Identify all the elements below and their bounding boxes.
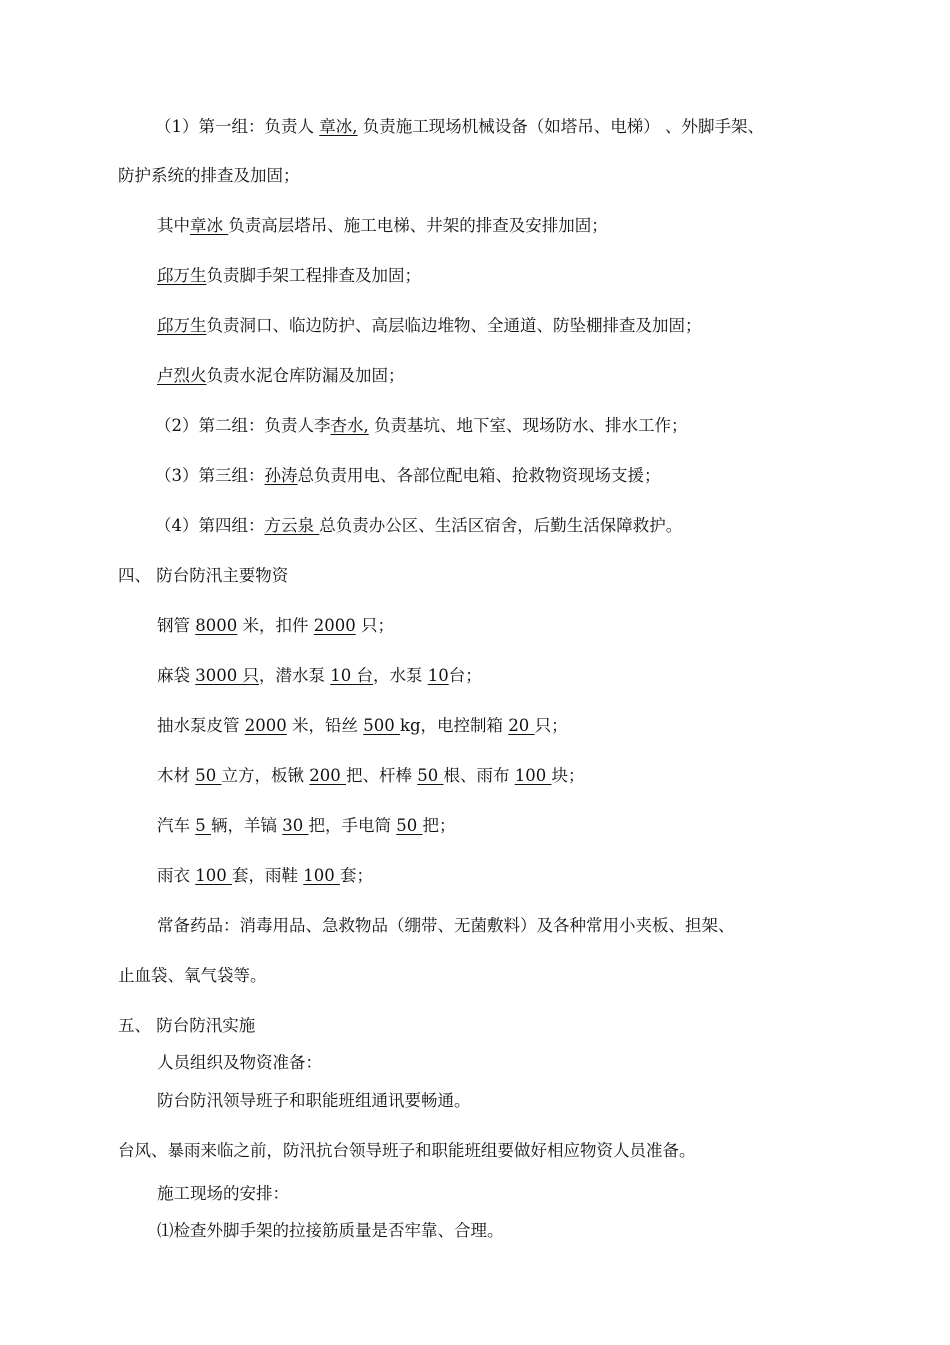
group-4-duty: 总负责办公区、生活区宿舍，后勤生活保障救护。 [319,516,683,535]
supply-row-6-b: 套，雨鞋 [232,866,304,885]
supply-row-4-v4: 100 [514,766,552,785]
group-3-line [155,464,661,488]
supply-row-4-v1: 50 [195,766,222,785]
supply-row-4-v3: 50 [417,766,444,785]
supply-row-2 [157,664,482,688]
group-4-line [155,514,682,538]
supply-row-5-v3: 50 [396,816,423,835]
supply-row-1-v2: 2000 [313,616,356,635]
supply-row-6-v2: 100 [303,866,340,885]
sub-duty-3 [157,314,702,338]
sub-duty-4-name: 卢烈火 [157,366,207,385]
section-5-para-5: ⑴检查外脚手架的拉接筋质量是否牢靠、合理。 [157,1221,504,1240]
supply-row-7-continuation: 止血袋、氧气袋等。 [118,966,267,985]
supply-row-3-c: kg，电控制箱 [400,716,509,735]
section-5-para-4: 施工现场的安排： [157,1184,289,1203]
supply-row-6-a: 雨衣 [157,866,196,885]
group-1-leader: 章冰, [319,117,358,136]
supply-row-3-d: 只； [534,716,568,735]
supply-row-5 [157,814,456,838]
supply-row-2-v1: 3000 只 [195,666,259,685]
sub-duty-2 [157,264,421,288]
supply-row-6 [157,864,373,888]
supply-row-3-b: 米，铅丝 [286,716,364,735]
group-1-duty: 负责施工现场机械设备（如塔吊、电梯） 、外脚手架、 [357,117,764,136]
supply-row-5-v1: 5 [195,816,211,835]
group-1-label: （1）第一组：负责人 [155,117,320,136]
supply-row-3-v3: 20 [508,716,535,735]
supply-row-1-a: 钢管 [157,616,196,635]
supply-row-2-v3: 10 [427,666,449,685]
supply-row-3 [157,714,568,738]
supply-row-3-v2: 500 [363,716,400,735]
supply-row-4-b: 立方，板锹 [221,766,310,785]
sub-duty-4-text: 负责水泥仓库防漏及加固； [206,366,405,385]
sub-duty-1-text: 负责高层塔吊、施工电梯、井架的排查及安排加固； [228,216,608,235]
group-4-leader: 方云泉 [264,516,320,535]
supply-row-1 [157,614,394,638]
sub-duty-2-name: 邱万生 [157,266,207,285]
supply-row-2-b: ，潜水泵 [259,666,331,685]
supply-row-1-c: 只； [355,616,394,635]
sub-duty-1-name: 章冰 [190,216,229,235]
supply-row-2-v2: 10 台 [330,666,373,685]
supply-row-1-b: 米，扣件 [237,616,314,635]
supply-row-5-b: 辆，羊镐 [211,816,283,835]
section-5-para-2: 防台防汛领导班子和职能班组通讯要畅通。 [157,1091,471,1110]
supply-row-4-v2: 200 [309,766,346,785]
supply-row-1-v1: 8000 [195,616,238,635]
sub-duty-1 [157,214,608,238]
group-1-line [155,115,764,139]
section-4-heading: 四、 防台防汛主要物资 [118,566,289,585]
supply-row-5-d: 把； [422,816,456,835]
supply-row-2-d: 台； [448,666,482,685]
group-3-label: （3）第三组： [155,466,265,485]
supply-row-4 [157,764,585,788]
group-2-label: （2）第二组：负责人李 [155,416,331,435]
supply-row-5-c: 把，手电筒 [308,816,397,835]
supply-row-2-a: 麻袋 [157,666,196,685]
group-4-label: （4）第四组： [155,516,265,535]
supply-row-7: 常备药品：消毒用品、急救物品（绷带、无菌敷料）及各种常用小夹板、担架、 [157,916,735,935]
supply-row-5-v2: 30 [282,816,309,835]
supply-row-4-d: 根、雨布 [443,766,515,785]
group-3-leader: 孙涛 [264,466,298,485]
sub-duty-2-text: 负责脚手架工程排查及加固； [206,266,421,285]
group-3-duty: 总负责用电、各部位配电箱、抢救物资现场支援； [297,466,661,485]
supply-row-4-e: 块； [551,766,585,785]
group-2-line [155,414,688,438]
group-2-duty: 负责基坑、地下室、现场防水、排水工作； [368,416,688,435]
supply-row-6-v1: 100 [195,866,232,885]
supply-row-6-c: 套； [340,866,373,885]
section-5-para-1: 人员组织及物资准备： [157,1053,322,1072]
supply-row-3-a: 抽水泵皮管 [157,716,245,735]
sub-duty-3-text: 负责洞口、临边防护、高层临边堆物、全通道、防坠棚排查及加固； [206,316,702,335]
section-5-para-3: 台风、暴雨来临之前，防汛抗台领导班子和职能班组要做好相应物资人员准备。 [118,1141,696,1160]
section-5-heading: 五、 防台防汛实施 [118,1016,256,1035]
supply-row-2-c: ，水泵 [373,666,428,685]
group-2-leader: 杏水, [330,416,369,435]
sub-duty-3-name: 邱万生 [157,316,207,335]
supply-row-4-c: 把、杆棒 [346,766,418,785]
sub-duty-4 [157,364,405,388]
supply-row-3-v1: 2000 [244,716,287,735]
sub-duty-1-prefix: 其中 [157,216,190,235]
supply-row-4-a: 木材 [157,766,196,785]
group-1-continuation: 防护系统的排查及加固； [118,166,300,185]
supply-row-5-a: 汽车 [157,816,196,835]
